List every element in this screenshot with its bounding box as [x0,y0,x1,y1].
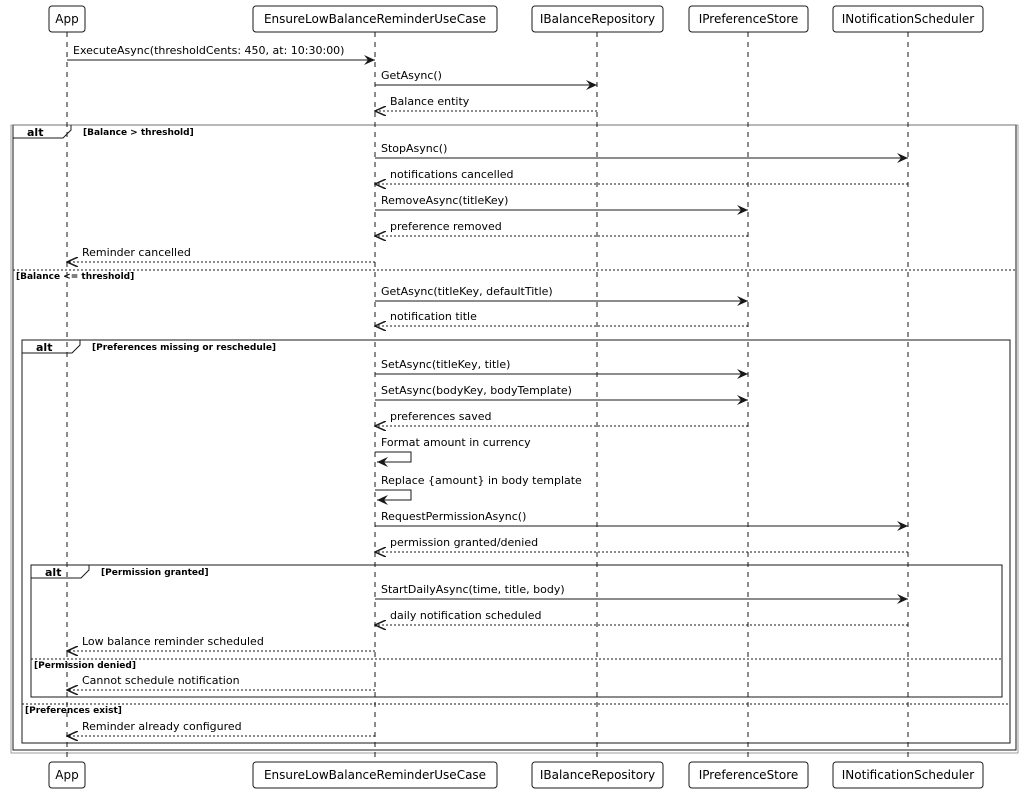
message-label: notification title [390,310,477,323]
participant-label: EnsureLowBalanceReminderUseCase [263,768,487,782]
fragment-keyword: alt [45,566,62,579]
participant-label: EnsureLowBalanceReminderUseCase [263,12,487,26]
message-label: preferences saved [390,410,492,423]
message [375,384,748,400]
message-label: RemoveAsync(titleKey) [381,194,509,207]
fragment-condition: [Preferences missing or reschedule] [92,343,277,353]
participant-label: App [55,12,79,26]
fragment-condition: [Permission granted] [101,568,209,578]
participant-label: INotificationScheduler [841,768,975,782]
message-label: Replace {amount} in body template [381,474,582,487]
message [375,69,597,85]
message-label: GetAsync(titleKey, defaultTitle) [381,285,553,298]
message-label: Format amount in currency [381,436,531,449]
message [67,246,375,262]
message-label: Reminder already configured [82,720,242,733]
self-message-arrow [375,490,411,500]
message-label: SetAsync(bodyKey, bodyTemplate) [381,384,572,397]
message-label: Reminder cancelled [82,246,191,259]
message [67,720,375,736]
message-label: RequestPermissionAsync() [381,510,527,523]
fragment-condition: [Preferences exist] [25,706,122,716]
message [67,635,375,651]
participant-label: App [55,768,79,782]
message [375,310,748,326]
message-label: notifications cancelled [390,168,514,181]
fragment-keyword: alt [36,341,53,354]
message [375,285,748,301]
message-label: Low balance reminder scheduled [82,635,264,648]
message [375,474,582,500]
message [375,583,908,599]
message-label: Cannot schedule notification [82,674,240,687]
fragment-condition: [Balance > threshold] [83,128,194,138]
participant-label: IBalanceRepository [539,768,656,782]
participant-label: INotificationScheduler [841,12,975,26]
message-label: preference removed [390,220,502,233]
message [375,194,748,210]
message [375,168,908,184]
message-label: Balance entity [390,95,470,108]
self-message-arrow [375,452,411,462]
message [375,609,908,625]
message-label: ExecuteAsync(thresholdCents: 450, at: 10:30:00) [73,44,345,57]
message [375,95,597,111]
fragment-condition: [Permission denied] [34,661,136,671]
message-label: SetAsync(titleKey, title) [381,358,511,371]
participant-label: IPreferenceStore [698,768,799,782]
message [375,142,908,158]
message-label: StartDailyAsync(time, title, body) [381,583,565,596]
message-label: GetAsync() [381,69,442,82]
message [67,44,375,60]
message [375,358,748,374]
message [67,674,375,690]
message [375,536,908,552]
message [375,220,748,236]
participant-label: IBalanceRepository [539,12,656,26]
message [375,436,531,462]
message-label: daily notification scheduled [390,609,542,622]
message [375,510,908,526]
message [375,410,748,426]
fragment-condition: [Balance <= threshold] [16,272,135,282]
message-label: permission granted/denied [390,536,539,549]
message-label: StopAsync() [381,142,448,155]
participant-label: IPreferenceStore [698,12,799,26]
fragment-keyword: alt [27,126,44,139]
